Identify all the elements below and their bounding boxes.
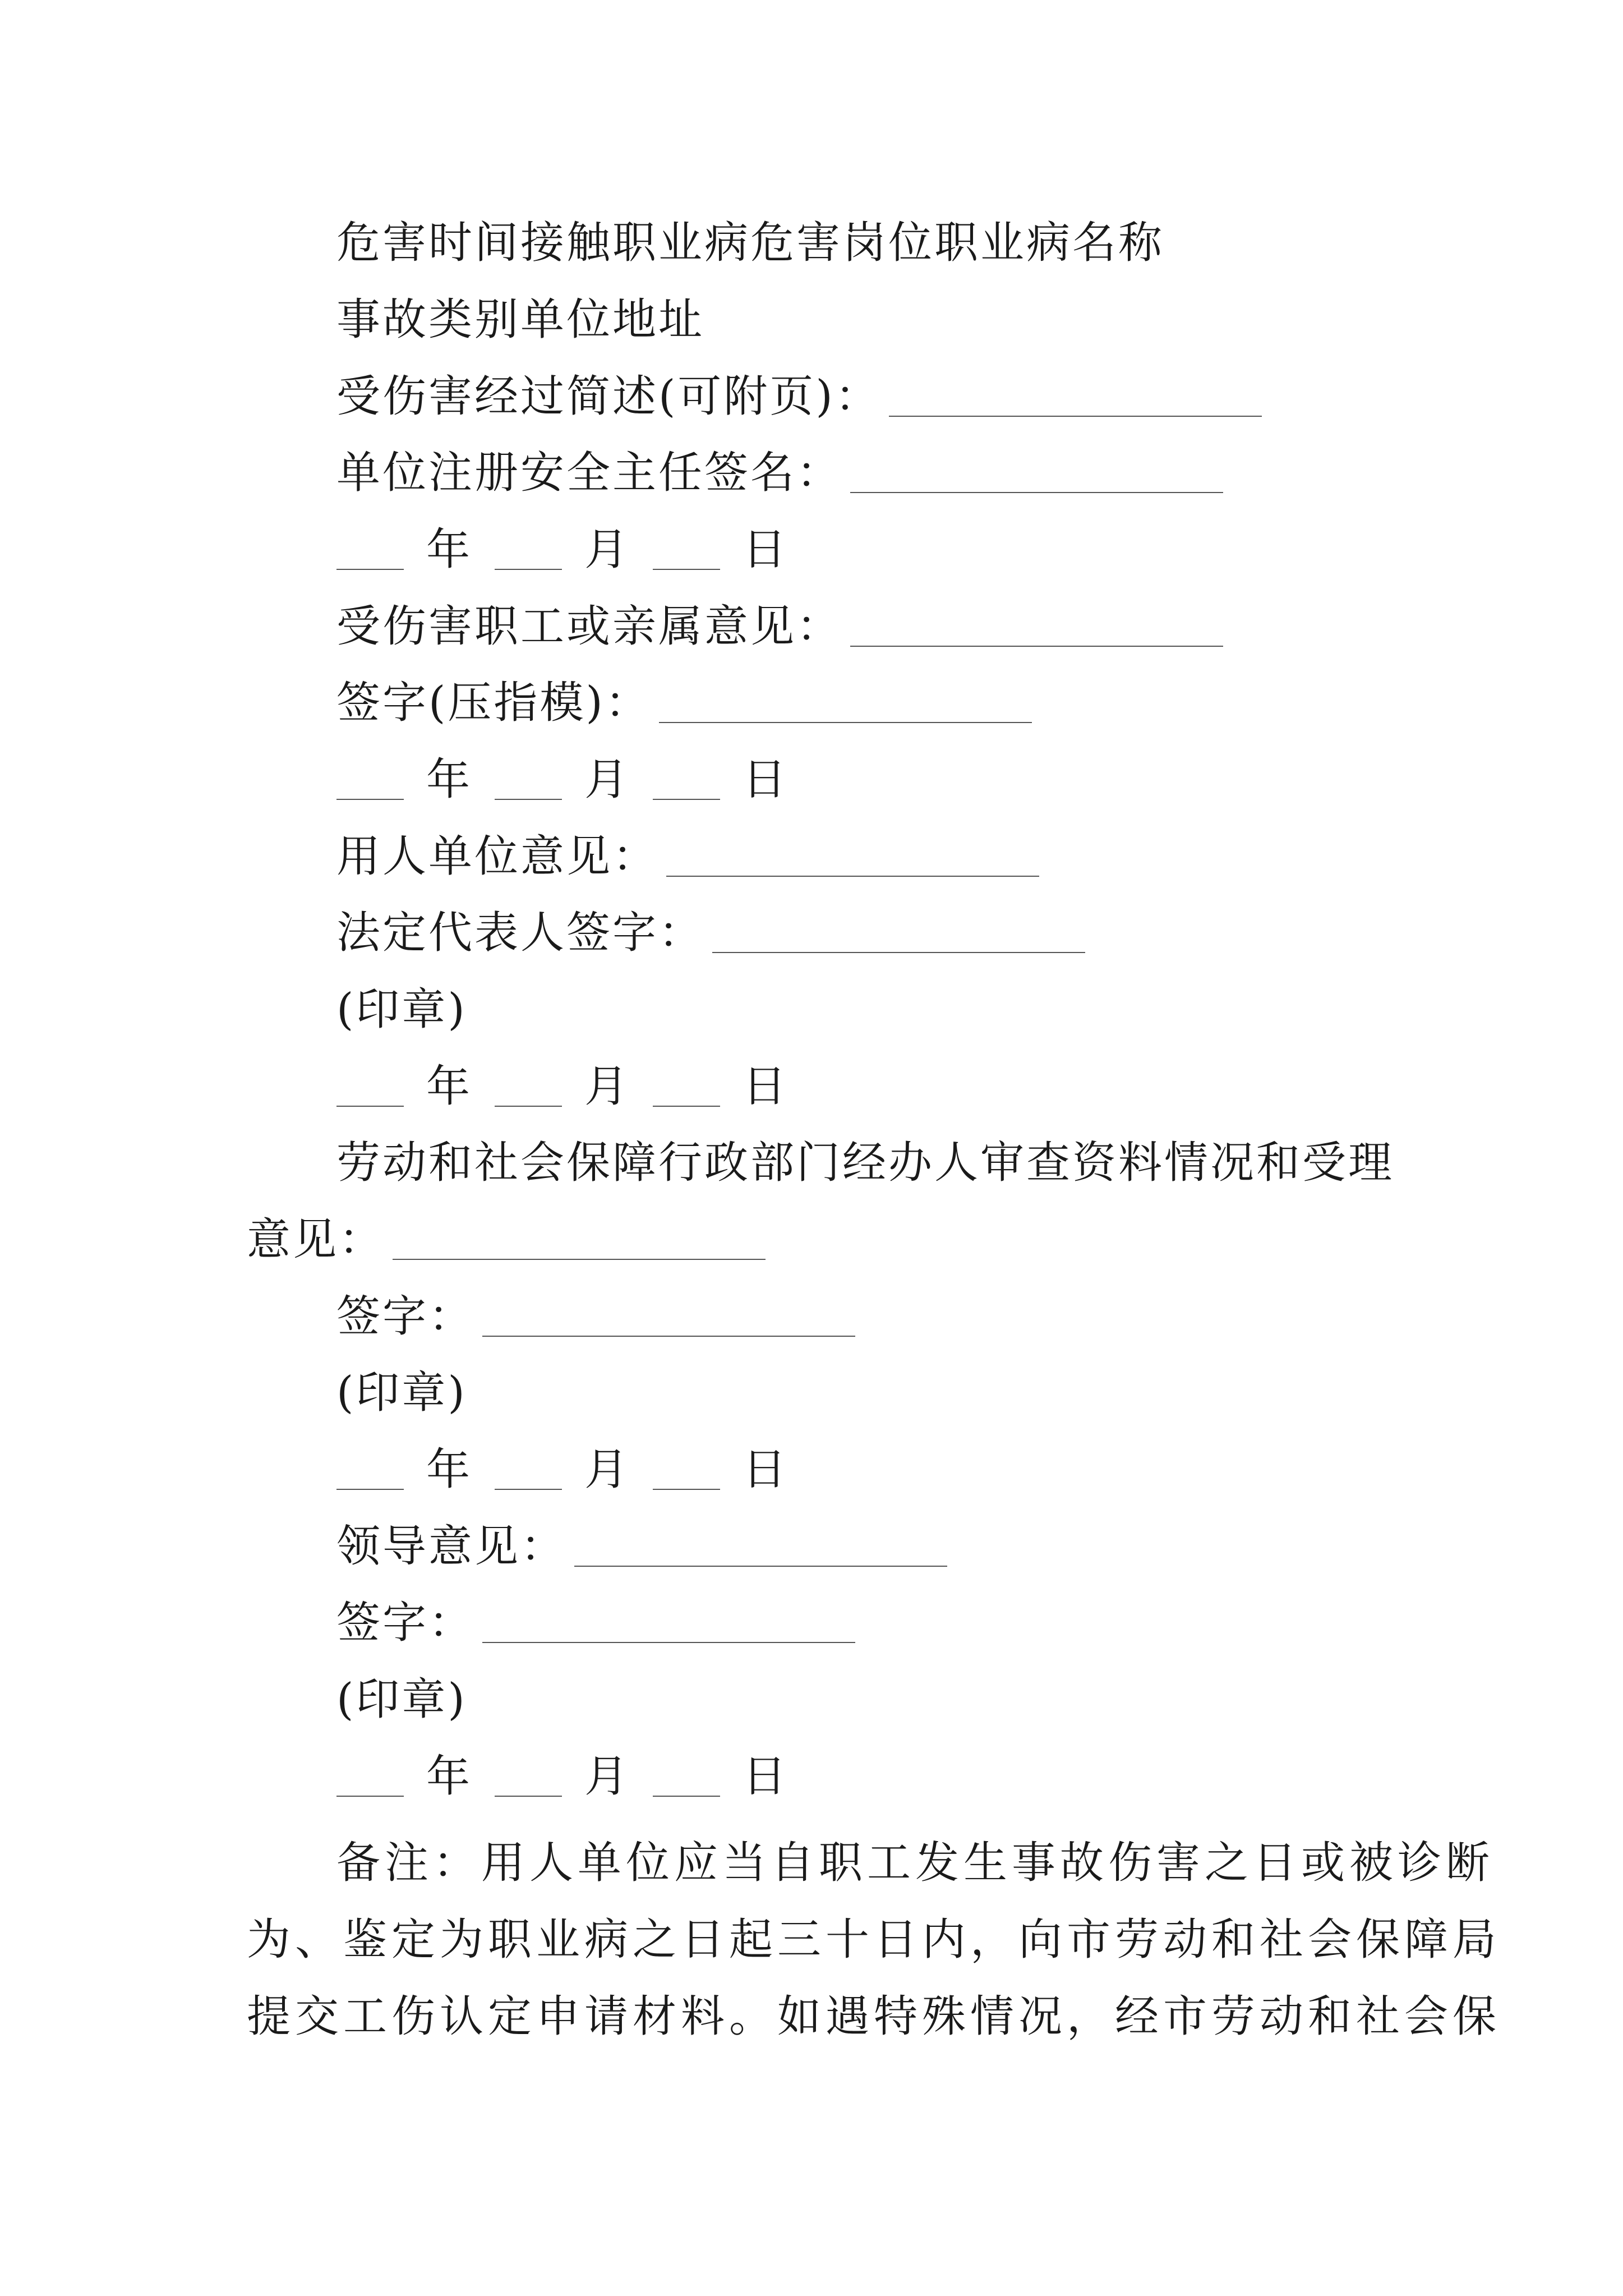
blank-leader-opinion[interactable]: [574, 1566, 947, 1567]
blank-safety-director-signature[interactable]: [850, 492, 1223, 493]
date-line-2: [336, 752, 811, 808]
label-day: 日: [743, 754, 789, 805]
label-month: 月: [584, 754, 631, 805]
blank-employer-opinion[interactable]: [666, 876, 1039, 877]
note-text-2: 为、鉴定为职业病之日起三十日内，向市劳动和社会保障局: [247, 1915, 1501, 1965]
blank-month[interactable]: [495, 569, 562, 570]
field-handler-signature: [336, 1289, 855, 1345]
blank-year[interactable]: [336, 1796, 404, 1797]
blank-month[interactable]: [495, 1489, 562, 1490]
text-labor-dept-review: [336, 1135, 1394, 1191]
date-line-3: [336, 1059, 811, 1115]
text-line-hazard-time: [336, 215, 1164, 271]
note-line-2: [247, 1902, 1501, 1978]
label-leader-opinion: 领导意见：: [336, 1521, 567, 1572]
text-line-accident-type: [336, 292, 704, 348]
label-year: 年: [426, 524, 473, 575]
label-day: 日: [743, 524, 789, 575]
field-labor-dept-opinion: [247, 1212, 766, 1268]
blank-month[interactable]: [495, 1796, 562, 1797]
label-month: 月: [584, 1751, 631, 1802]
label-safety-director-signature: 单位注册安全主任签名：: [336, 448, 843, 498]
field-employer-opinion: [336, 829, 1039, 885]
blank-day[interactable]: [653, 799, 720, 800]
blank-day[interactable]: [653, 1796, 720, 1797]
field-fingerprint-signature: [336, 675, 1032, 731]
label-fingerprint-signature: 签字(压指模)：: [336, 678, 651, 728]
blank-year[interactable]: [336, 799, 404, 800]
text-seal-1: [336, 982, 467, 1038]
field-safety-director-signature: [336, 445, 1223, 501]
field-worker-opinion: [336, 599, 1223, 655]
field-legal-representative-signature: [336, 905, 1085, 961]
blank-month[interactable]: [495, 799, 562, 800]
label-year: 年: [426, 1444, 473, 1495]
date-line-4: [336, 1442, 811, 1498]
label-employer-opinion: 用人单位意见：: [336, 831, 659, 882]
label-year: 年: [426, 1061, 473, 1112]
date-line-1: [336, 522, 811, 578]
note-line-3: [247, 1978, 1501, 2055]
field-leader-signature: [336, 1595, 855, 1651]
label-labor-dept-review: 劳动和社会保障行政部门经办人审查资料情况和受理: [336, 1138, 1395, 1188]
field-injury-description: [336, 369, 1262, 425]
label-month: 月: [584, 1061, 631, 1112]
blank-injury-description[interactable]: [889, 416, 1262, 417]
text-seal-3: [336, 1672, 467, 1728]
label-year: 年: [426, 754, 473, 805]
label-labor-dept-opinion: 意见：: [247, 1214, 385, 1265]
blank-year[interactable]: [336, 1106, 404, 1107]
blank-day[interactable]: [653, 1489, 720, 1490]
blank-labor-dept-opinion[interactable]: [393, 1259, 766, 1260]
label-seal: (印章): [336, 984, 467, 1035]
blank-year[interactable]: [336, 1489, 404, 1490]
label-month: 月: [584, 524, 631, 575]
field-leader-opinion: [336, 1519, 947, 1575]
label-year: 年: [426, 1751, 473, 1802]
blank-handler-signature[interactable]: [482, 1336, 855, 1337]
label-leader-signature: 签字：: [336, 1598, 475, 1648]
blank-fingerprint-signature[interactable]: [659, 722, 1032, 723]
note-text-1: 备注：用人单位应当自职工发生事故伤害之日或被诊断: [336, 1838, 1495, 1888]
blank-worker-opinion[interactable]: [850, 646, 1223, 647]
label-seal: (印章): [336, 1674, 467, 1725]
label-handler-signature: 签字：: [336, 1291, 475, 1342]
note-line-1: [336, 1825, 1494, 1902]
label-legal-representative-signature: 法定代表人签字：: [336, 908, 705, 958]
blank-day[interactable]: [653, 1106, 720, 1107]
label-day: 日: [743, 1444, 789, 1495]
note-text-3: 提交工伤认定申请材料。如遇特殊情况，经市劳动和社会保: [247, 1991, 1501, 2042]
date-line-5: [336, 1749, 811, 1805]
label-seal: (印章): [336, 1368, 467, 1418]
blank-legal-representative-signature[interactable]: [712, 952, 1085, 953]
label-month: 月: [584, 1444, 631, 1495]
label-day: 日: [743, 1751, 789, 1802]
blank-day[interactable]: [653, 569, 720, 570]
label-day: 日: [743, 1061, 789, 1112]
blank-leader-signature[interactable]: [482, 1642, 855, 1643]
text-seal-2: [336, 1365, 467, 1421]
text-accident-type: 事故类别单位地址: [336, 295, 705, 345]
label-injury-description: 受伤害经过简述(可附页)：: [336, 371, 881, 422]
text-hazard-time: 危害时间接触职业病危害岗位职业病名称: [336, 218, 1165, 268]
blank-year[interactable]: [336, 569, 404, 570]
blank-month[interactable]: [495, 1106, 562, 1107]
label-worker-opinion: 受伤害职工或亲属意见：: [336, 601, 843, 652]
